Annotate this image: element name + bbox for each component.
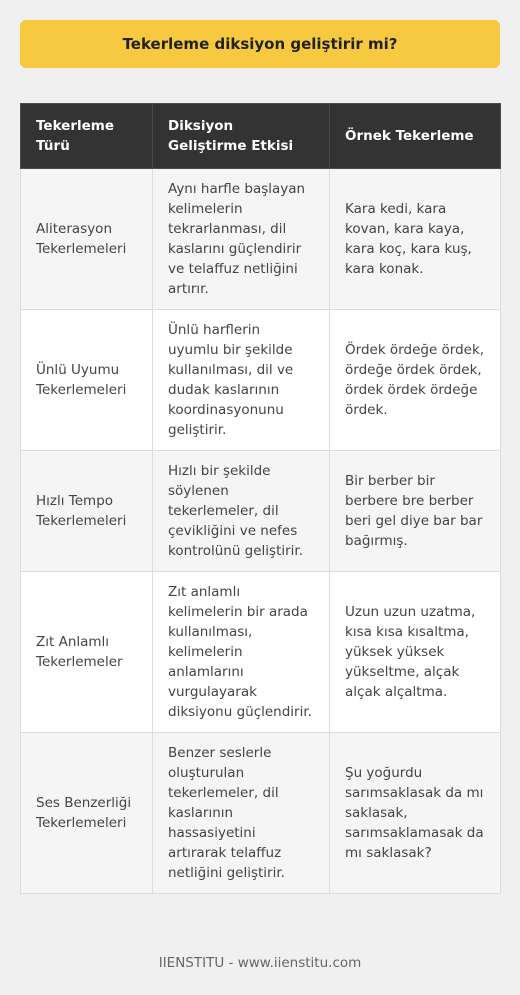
cell-effect: Hızlı bir şekilde söylenen tekerlemeler, dil çevikliğini ve nefes kontrolünü geliştirir. — [153, 451, 330, 572]
cell-example: Uzun uzun uzatma, kısa kısa kısaltma, yüksek yüksek yükseltme, alçak alçak alçaltma. — [330, 572, 501, 733]
page-title: Tekerleme diksiyon geliştirir mi? — [122, 35, 398, 53]
cell-example: Kara kedi, kara kovan, kara kaya, kara koç, kara kuş, kara konak. — [330, 169, 501, 310]
cell-example: Ördek ördeğe ördek, ördeğe ördek ördek, ördek ördek ördeğe ördek. — [330, 310, 501, 451]
table-row — [21, 572, 501, 733]
cell-effect: Aynı harfle başlayan kelimelerin tekrarlanması, dil kaslarını güçlendirir ve telaffuz netliğini artırır. — [153, 169, 330, 310]
cell-effect: Benzer seslerle oluşturulan tekerlemeler, dil kaslarının hassasiyetini artırarak telaffuz netliğini geliştirir. — [153, 733, 330, 894]
header-effect: Diksiyon Geliştirme Etkisi — [153, 104, 330, 169]
cell-type: Ünlü Uyumu Tekerlemeleri — [21, 310, 153, 451]
cell-type: Hızlı Tempo Tekerlemeleri — [21, 451, 153, 572]
table-row — [21, 451, 501, 572]
cell-effect: Ünlü harflerin uyumlu bir şekilde kullanılması, dil ve dudak kaslarının koordinasyonunu geliştirir. — [153, 310, 330, 451]
cell-type: Aliterasyon Tekerlemeleri — [21, 169, 153, 310]
table-header — [21, 104, 501, 169]
title-banner — [20, 20, 500, 68]
cell-type: Ses Benzerliği Tekerlemeleri — [21, 733, 153, 894]
cell-effect: Zıt anlamlı kelimelerin bir arada kullanılması, kelimelerin anlamlarını vurgulayarak diksiyonu güçlendirir. — [153, 572, 330, 733]
header-type: Tekerleme Türü — [21, 104, 153, 169]
cell-type: Zıt Anlamlı Tekerlemeler — [21, 572, 153, 733]
header-example: Örnek Tekerleme — [330, 104, 501, 169]
table-row — [21, 310, 501, 451]
cell-example: Bir berber bir berbere bre berber beri gel diye bar bar bağırmış. — [330, 451, 501, 572]
footer-credit: IIENSTITU - www.iienstitu.com — [158, 955, 362, 971]
table-row — [21, 733, 501, 894]
header-row — [21, 104, 501, 169]
table-row — [21, 169, 501, 310]
comparison-table — [20, 103, 501, 894]
comparison-table-container — [20, 103, 500, 894]
cell-example: Şu yoğurdu sarımsaklasak da mı saklasak, sarımsaklamasak da mı saklasak? — [330, 733, 501, 894]
table-body — [21, 169, 501, 894]
